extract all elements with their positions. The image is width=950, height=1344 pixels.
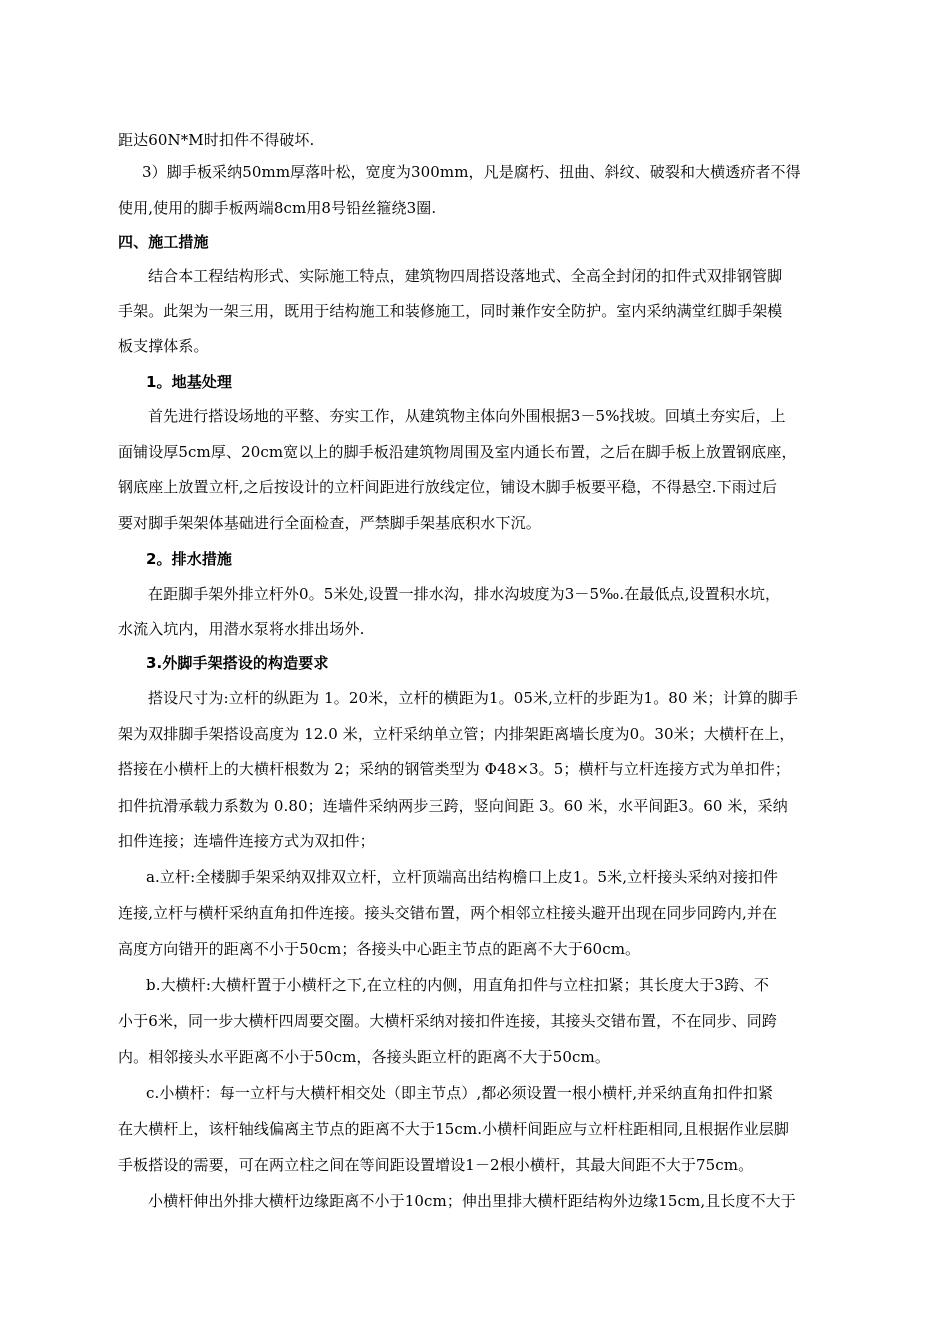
text-line: 钢底座上放置立杆,之后按设计的立杆间距进行放线定位，铺设木脚手板要平稳，不得悬空.下雨过后 xyxy=(118,478,778,496)
text-line: 要对脚手架架体基础进行全面检查，严禁脚手架基底积水下沉。 xyxy=(118,514,541,532)
text-line: 小横杆伸出外排大横杆边缘距离不小于10cm；伸出里排大横杆距结构外边缘15cm,且长度不大于 xyxy=(148,1192,796,1210)
text-line: 扣件连接；连墙件连接方式为双扣件； xyxy=(118,832,375,850)
subsection-heading: 1。地基处理 xyxy=(146,373,233,391)
text-line: c.小横杆：每一立杆与大横杆相交处（即主节点）,都必须设置一根小横杆,并采纳直角扣件扣紧 xyxy=(146,1084,774,1102)
text-line: a.立杆:全楼脚手架采纳双排双立杆，立杆顶端高出结构檐口上皮1。5米,立杆接头采纳对接扣件 xyxy=(146,868,779,886)
text-line: 在大横杆上，该杆轴线偏离主节点的距离不大于15cm.小横杆间距应与立杆柱距相同,且根据作业层脚 xyxy=(118,1120,789,1138)
section-heading: 四、施工措施 xyxy=(118,233,209,251)
text-line: 使用,使用的脚手板两端8cm用8号铅丝箍绕3圈. xyxy=(118,199,437,217)
text-line: 扣件抗滑承载力系数为 0.80；连墙件采纳两步三跨，竖向间距 3。60 米，水平间距3。60 米，采纳 xyxy=(118,797,788,815)
text-line: 水流入坑内，用潜水泵将水排出场外. xyxy=(118,620,365,638)
subsection-heading: 2。排水措施 xyxy=(146,550,233,568)
text-line: 面铺设厚5cm厚、20cm宽以上的脚手板沿建筑物周围及室内通长布置，之后在脚手板上放置钢底座， xyxy=(118,443,797,461)
text-line: 结合本工程结构形式、实际施工特点，建筑物四周搭设落地式、全高全封闭的扣件式双排钢管脚 xyxy=(148,267,783,285)
text-line: 搭设尺寸为:立杆的纵距为 1。20米，立杆的横距为1。05米,立杆的步距为1。80 米；计算的脚手 xyxy=(148,689,799,707)
text-line: 手架。此架为一架三用，既用于结构施工和装修施工，同时兼作安全防护。室内采纳满堂红脚手架模 xyxy=(118,302,783,320)
text-line: 首先进行搭设场地的平整、夯实工作，从建筑物主体向外围根据3－5%找坡。回填土夯实后，上 xyxy=(148,407,786,425)
text-line: 搭接在小横杆上的大横杆根数为 2；采纳的钢管类型为 Φ48×3。5；横杆与立杆连接方式为单扣件； xyxy=(118,760,790,778)
text-line: 架为双排脚手架搭设高度为 12.0 米，立杆采纳单立管；内排架距离墙长度为0。30米；大横杆在上， xyxy=(118,725,795,743)
text-line: 小于6米，同一步大横杆四周要交圈。大横杆采纳对接扣件连接，其接头交错布置，不在同步、同跨 xyxy=(118,1012,777,1030)
text-line: 高度方向错开的距离不小于50cm；各接头中心距主节点的距离不大于60cm。 xyxy=(118,940,641,958)
text-line: b.大横杆:大横杆置于小横杆之下,在立柱的内侧，用直角扣件与立柱扣紧；其长度大于3跨、不 xyxy=(146,976,770,994)
subsection-heading: 3.外脚手架搭设的构造要求 xyxy=(146,654,329,672)
text-line: 在距脚手架外排立杆外0。5米处,设置一排水沟，排水沟坡度为3－5‰.在最低点,设置积水坑， xyxy=(148,585,781,603)
text-line: 3）脚手板采纳50mm厚落叶松，宽度为300mm，凡是腐朽、扭曲、斜纹、破裂和大横透疥者不得 xyxy=(142,163,801,181)
text-line: 板支撑体系。 xyxy=(118,337,209,355)
text-line: 手板搭设的需要，可在两立柱之间在等间距设置增设1－2根小横杆，其最大间距不大于75cm。 xyxy=(118,1156,754,1174)
text-line: 连接,立杆与横杆采纳直角扣件连接。接头交错布置，两个相邻立柱接头避开出现在同步同跨内,并在 xyxy=(118,904,778,922)
text-line: 距达60N*M时扣件不得破坏. xyxy=(118,131,315,149)
text-line: 内。相邻接头水平距离不小于50cm，各接头距立杆的距离不大于50cm。 xyxy=(118,1048,610,1066)
